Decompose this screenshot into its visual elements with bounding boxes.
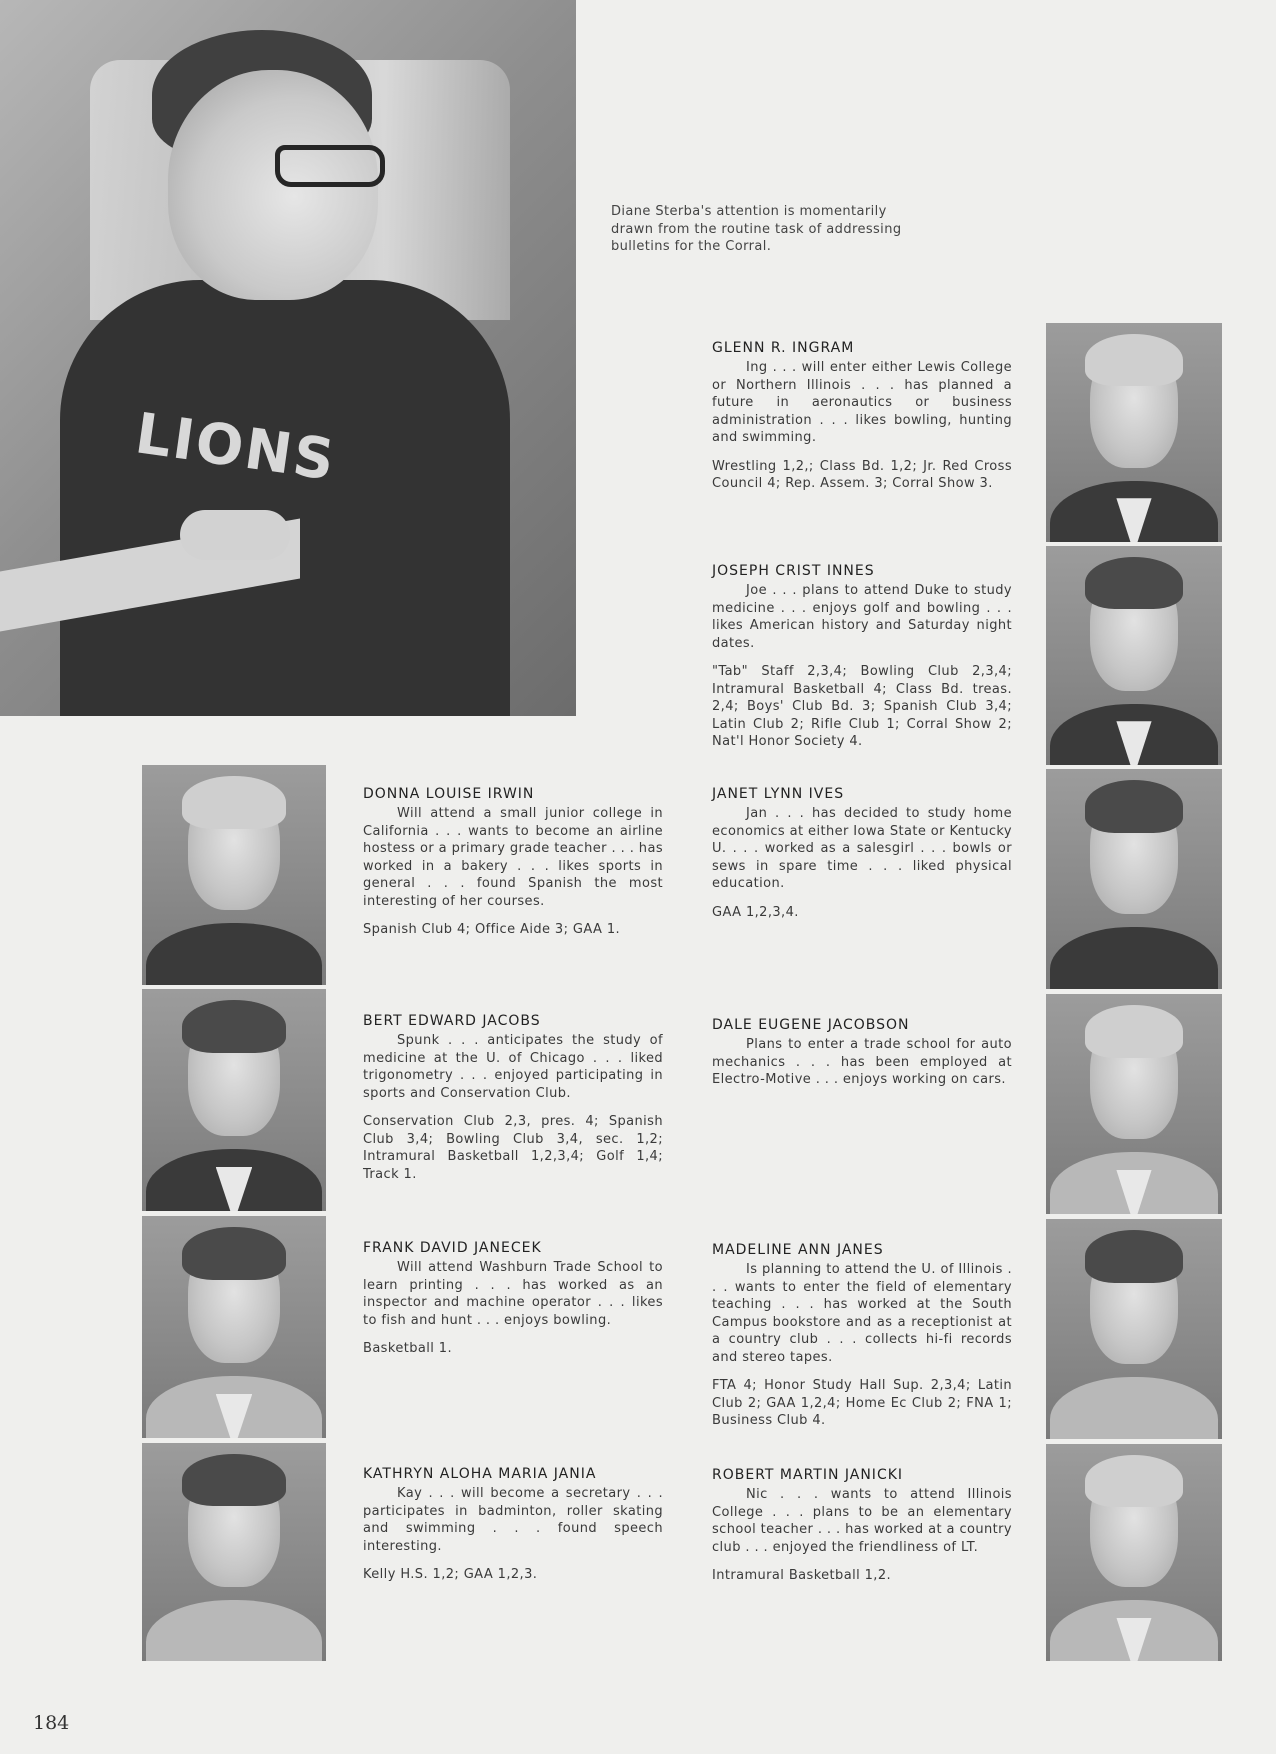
portrait-glenn-ingram bbox=[1046, 323, 1222, 542]
page-number: 184 bbox=[33, 1712, 70, 1734]
portrait-bert-jacobs bbox=[142, 989, 326, 1211]
student-name: DONNA LOUISE IRWIN bbox=[363, 786, 535, 802]
student-activities: Kelly H.S. 1,2; GAA 1,2,3. bbox=[363, 1567, 538, 1582]
hero-caption: Diane Sterba's attention is momentarily drawn from the routine task of addressing bulletins for the Corral. bbox=[611, 204, 902, 254]
portrait-frank-janecek bbox=[142, 1216, 326, 1438]
entry-madeline-janes bbox=[712, 1241, 1012, 1430]
portrait-donna-irwin bbox=[142, 765, 326, 985]
entry-glenn-ingram bbox=[712, 339, 1012, 493]
student-bio: Is planning to attend the U. of Illinois . . . wants to enter the field of elementary teaching . . . has worked at the South Campus bookstore and as a receptionist at a country club . . . collects hi-fi records and stereo tapes. bbox=[712, 1262, 1012, 1365]
portrait-kathryn-jania bbox=[142, 1443, 326, 1661]
portrait-janet-ives bbox=[1046, 769, 1222, 989]
portrait-body bbox=[146, 1600, 323, 1661]
student-bio: Spunk . . . anticipates the study of medicine at the U. of Chicago . . . liked trigonometry . . . enjoyed participating in sports and Conservation Club. bbox=[363, 1033, 663, 1101]
student-activities: Wrestling 1,2,; Class Bd. 1,2; Jr. Red Cross Council 4; Rep. Assem. 3; Corral Show 3. bbox=[712, 458, 1012, 491]
student-bio: Jan . . . has decided to study home economics at either Iowa State or Kentucky U. . . . worked as a salesgirl . . . bowls or sews in spare time . . . liked physical education. bbox=[712, 806, 1012, 891]
entry-frank-janecek bbox=[363, 1239, 663, 1358]
portrait-body bbox=[1050, 927, 1219, 989]
student-activities: FTA 4; Honor Study Hall Sup. 2,3,4; Latin Club 2; GAA 1,2,4; Home Ec Club 2; FNA 1; Business Club 4. bbox=[712, 1378, 1012, 1428]
entry-bert-jacobs bbox=[363, 1012, 663, 1183]
portrait-hair bbox=[1085, 334, 1184, 387]
student-bio: Plans to enter a trade school for auto mechanics . . . has been employed at Electro-Motive . . . enjoys working on cars. bbox=[712, 1037, 1012, 1087]
portrait-hair bbox=[1085, 1005, 1184, 1058]
portrait-dale-jacobson bbox=[1046, 994, 1222, 1214]
student-bio: Will attend Washburn Trade School to learn printing . . . has worked as an inspector and machine operator . . . likes to fish and hunt . . . enjoys bowling. bbox=[363, 1260, 663, 1328]
portrait-hair bbox=[1085, 1230, 1184, 1283]
hero-photo bbox=[0, 0, 576, 716]
entry-kathryn-jania bbox=[363, 1465, 663, 1584]
student-bio: Kay . . . will become a secretary . . . participates in badminton, roller skating and swimming . . . found speech interesting. bbox=[363, 1486, 663, 1554]
portrait-body bbox=[146, 923, 323, 985]
entry-robert-janicki bbox=[712, 1466, 1012, 1585]
student-bio: Ing . . . will enter either Lewis College or Northern Illinois . . . has planned a future in aeronautics or business administration . . . likes bowling, hunting and swimming. bbox=[712, 360, 1012, 445]
portrait-madeline-janes bbox=[1046, 1219, 1222, 1439]
portrait-robert-janicki bbox=[1046, 1444, 1222, 1661]
student-name: KATHRYN ALOHA MARIA JANIA bbox=[363, 1466, 597, 1482]
portrait-body bbox=[1050, 1377, 1219, 1439]
student-name: ROBERT MARTIN JANICKI bbox=[712, 1467, 904, 1483]
portrait-hair bbox=[1085, 1455, 1184, 1507]
portrait-hair bbox=[182, 1227, 285, 1280]
portrait-hair bbox=[182, 1000, 285, 1053]
entry-joseph-innes bbox=[712, 562, 1012, 751]
student-name: FRANK DAVID JANECEK bbox=[363, 1240, 542, 1256]
portrait-hair bbox=[182, 776, 285, 829]
entry-dale-jacobson bbox=[712, 1016, 1012, 1089]
portrait-hair bbox=[182, 1454, 285, 1506]
student-name: MADELINE ANN JANES bbox=[712, 1242, 884, 1258]
student-name: JANET LYNN IVES bbox=[712, 786, 845, 802]
portrait-hair bbox=[1085, 780, 1184, 833]
student-activities: Spanish Club 4; Office Aide 3; GAA 1. bbox=[363, 922, 621, 937]
hand bbox=[180, 510, 290, 560]
student-name: BERT EDWARD JACOBS bbox=[363, 1013, 541, 1029]
portrait-hair bbox=[1085, 557, 1184, 610]
entry-donna-irwin bbox=[363, 785, 663, 939]
student-name: DALE EUGENE JACOBSON bbox=[712, 1017, 910, 1033]
student-bio: Will attend a small junior college in California . . . wants to become an airline hostess or a primary grade teacher . . . has worked in a bakery . . . likes sports in general . . . found Spanish the most interesting of her courses. bbox=[363, 806, 663, 909]
student-name: GLENN R. INGRAM bbox=[712, 340, 855, 356]
student-name: JOSEPH CRIST INNES bbox=[712, 563, 875, 579]
student-activities: Basketball 1. bbox=[363, 1341, 452, 1356]
student-bio: Nic . . . wants to attend Illinois College . . . plans to be an elementary school teacher . . . has worked at a country club . . . enjoyed the friendliness of LT. bbox=[712, 1487, 1012, 1555]
sweater bbox=[60, 280, 510, 716]
portrait-joseph-innes bbox=[1046, 546, 1222, 765]
student-activities: "Tab" Staff 2,3,4; Bowling Club 2,3,4; Intramural Basketball 4; Class Bd. treas. 2,4; Boys' Club Bd. 3; Spanish Club 3,4; Latin Club 2; Rifle Club 1; Corral Show 2; Nat'l Honor Society 4. bbox=[712, 664, 1012, 749]
student-activities: Intramural Basketball 1,2. bbox=[712, 1568, 892, 1583]
entry-janet-ives bbox=[712, 785, 1012, 921]
student-bio: Joe . . . plans to attend Duke to study medicine . . . enjoys golf and bowling . . . likes American history and Saturday night dates. bbox=[712, 583, 1012, 651]
student-activities: Conservation Club 2,3, pres. 4; Spanish Club 3,4; Bowling Club 3,4, sec. 1,2; Intramural Basketball 1,2,3,4; Golf 1,4; Track 1. bbox=[363, 1114, 663, 1182]
glasses-icon bbox=[275, 145, 385, 187]
student-activities: GAA 1,2,3,4. bbox=[712, 904, 799, 920]
sweater-lettering: LIONS bbox=[131, 401, 340, 494]
